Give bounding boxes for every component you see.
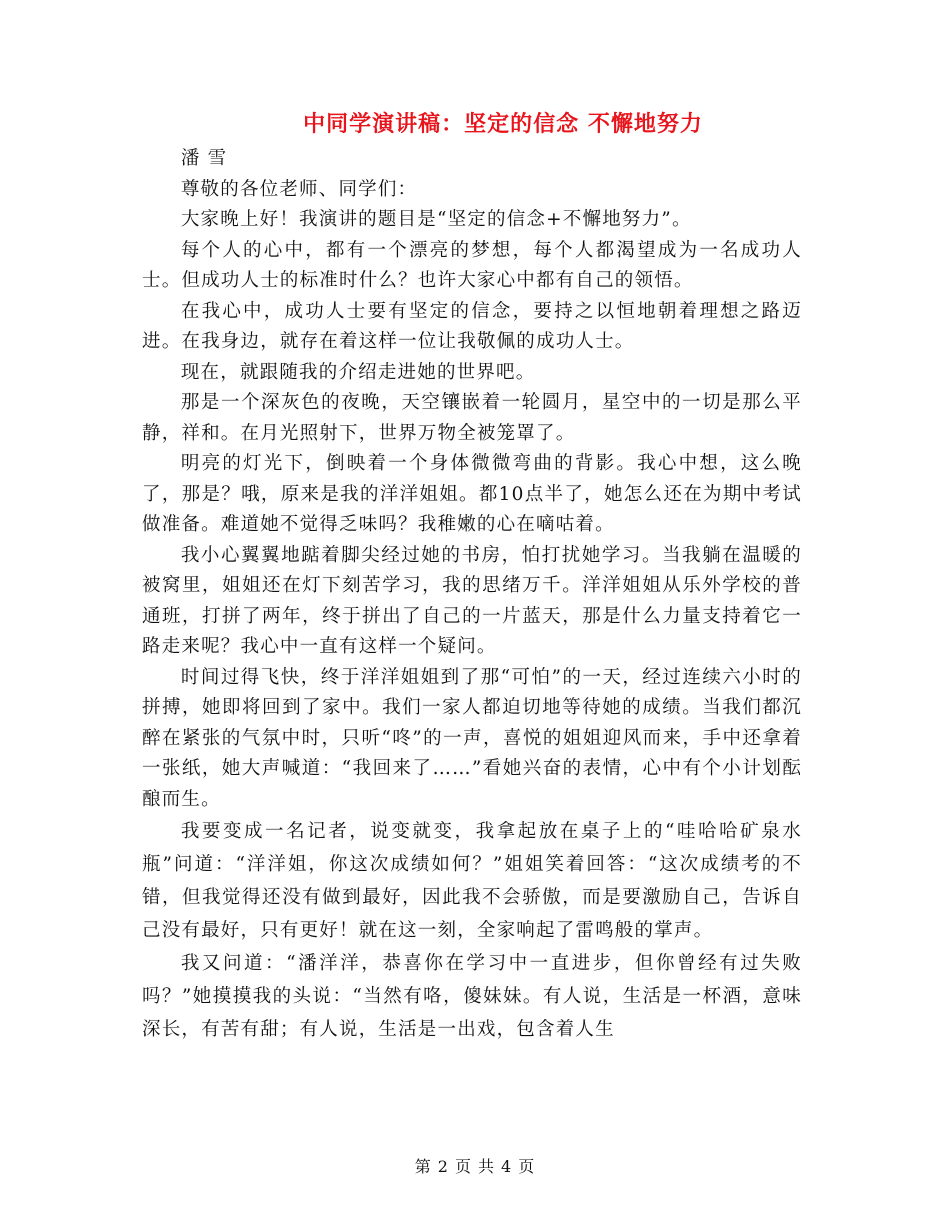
page-label-mid: 页 共 (454, 1157, 496, 1176)
paragraph: 我又问道：“潘洋洋，恭喜你在学习中一直进步，但你曾经有过失败吗？”她摸摸我的头说：“当然有咯，傻妹妹。有人说，生活是一杯酒，意味深长，有苦有甜；有人说，生活是一出戏，包含着人生 (142, 953, 802, 1040)
paragraph: 那是一个深灰色的夜晚，天空镶嵌着一轮圆月，星空中的一切是那么平静，祥和。在月光照射下，世界万物全被笼罩了。 (142, 392, 802, 444)
page-footer (0, 1154, 950, 1177)
paragraph: 明亮的灯光下，倒映着一个身体微微弯曲的背影。我心中想，这么晚了，那是？哦，原来是我的洋洋姐姐。都10点半了，她怎么还在为期中考试做准备。难道她不觉得乏味吗？我稚嫩的心在嘀咕着。 (142, 453, 802, 535)
paragraph: 每个人的心中，都有一个漂亮的梦想，每个人都渴望成为一名成功人士。但成功人士的标准时什么？也许大家心中都有自己的领悟。 (142, 239, 802, 291)
paragraph: 我要变成一名记者，说变就变，我拿起放在桌子上的“哇哈哈矿泉水瓶”问道：“洋洋姐，你这次成绩如何？”姐姐笑着回答：“这次成绩考的不错，但我觉得还没有做到最好，因此我不会骄傲，而是要激励自己，告诉自己没有最好，只有更好！就在这一刻，全家响起了雷鸣般的掌声。 (142, 821, 802, 941)
paragraph: 大家晚上好！我演讲的题目是“坚定的信念+不懈地努力”。 (180, 209, 692, 230)
author-line: 潘 雪 (180, 148, 228, 169)
page-current: 2 (437, 1157, 449, 1176)
paragraph: 尊敬的各位老师、同学们： (180, 178, 418, 200)
document-body (142, 144, 802, 1046)
paragraph: 在我心中，成功人士要有坚定的信念，要持之以恒地朝着理想之路迈进。在我身边，就存在着这样一位让我敬佩的成功人士。 (142, 300, 802, 352)
paragraph: 我小心翼翼地踮着脚尖经过她的书房，怕打扰她学习。当我躺在温暖的被窝里，姐姐还在灯下刻苦学习，我的思绪万千。洋洋姐姐从乐外学校的普通班，打拼了两年，终于拼出了自己的一片蓝天，那是什么力量支持着它一路走来呢？我心中一直有这样一个疑问。 (142, 544, 802, 657)
paragraph: 现在，就跟随我的介绍走进她的世界吧。 (180, 361, 536, 383)
page-label-prefix: 第 (414, 1157, 432, 1176)
page-total: 4 (501, 1157, 513, 1176)
page-label-suffix: 页 (518, 1157, 536, 1176)
document-title: 中同学演讲稿：坚定的信念 不懈地努力 (303, 111, 703, 137)
paragraph: 时间过得飞快，终于洋洋姐姐到了那“可怕”的一天，经过连续六小时的拼搏，她即将回到了家中。我们一家人都迫切地等待她的成绩。当我们都沉醉在紧张的气氛中时，只听“咚”的一声，喜悦的姐姐迎风而来，手中还拿着一张纸，她大声喊道：“我回来了……”看她兴奋的表情，心中有个小计划酝酿而生。 (142, 666, 802, 810)
